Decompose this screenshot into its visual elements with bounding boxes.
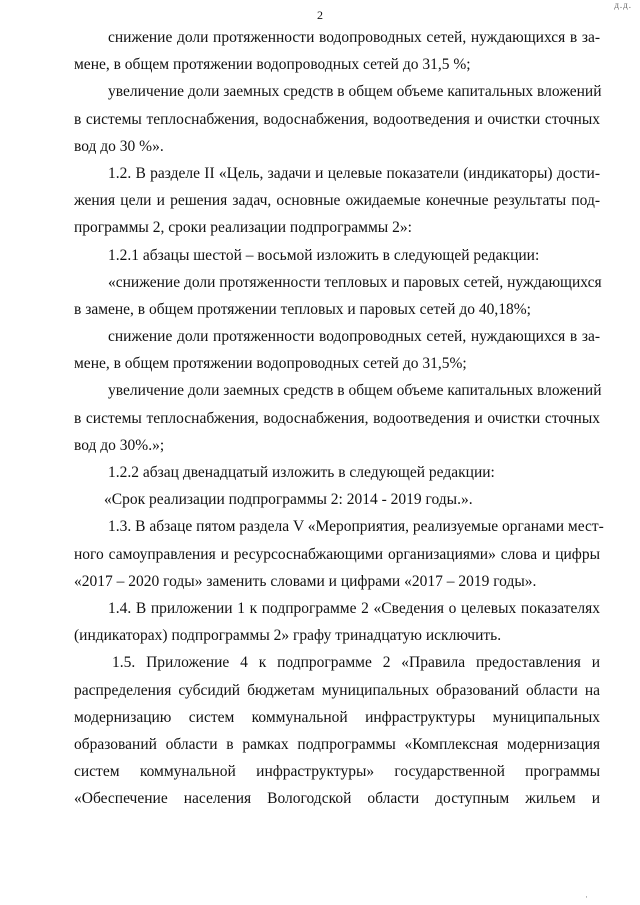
text-line: увеличение доли заемных средств в общем объеме капитальных вложений <box>108 382 602 400</box>
text-line: мене, в общем протяжении водопроводных сетей до 31,5 %; <box>74 56 471 74</box>
text-line: 1.5. Приложение 4 к подпрограмме 2 «Правила предоставления и <box>112 654 600 672</box>
text-line: распределения субсидий бюджетам муниципальных образований области на <box>74 681 600 699</box>
text-line: мене, в общем протяжении водопроводных сетей до 31,5%; <box>74 355 467 373</box>
text-line: в системы теплоснабжения, водоснабжения, водоотведения и очистки сточных <box>74 110 600 128</box>
text-line: «Обеспечение населения Вологодской области доступным жильем и <box>74 790 600 808</box>
paragraph <box>74 24 600 78</box>
paragraph <box>74 595 600 649</box>
paragraph <box>74 377 600 459</box>
document-body <box>74 24 604 812</box>
text-line: «2017 – 2020 годы» заменить словами и цифрами «2017 – 2019 годы». <box>74 572 537 590</box>
text-line: «Срок реализации подпрограммы 2: 2014 - 2019 годы.». <box>104 491 473 509</box>
text-line: 1.2. В разделе II «Цель, задачи и целевые показатели (индикаторы) дости- <box>108 164 600 182</box>
text-line: систем коммунальной инфраструктуры» государственной программы <box>74 763 600 781</box>
text-line: 1.2.2 абзац двенадцатый изложить в следующей редакции: <box>108 464 495 481</box>
paragraph <box>74 269 600 323</box>
text-line: снижение доли протяженности водопроводных сетей, нуждающихся в за- <box>108 29 600 46</box>
paragraph <box>74 513 604 595</box>
text-line: в системы теплоснабжения, водоснабжения, водоотведения и очистки сточных <box>74 409 600 427</box>
text-line: «снижение доли протяженности тепловых и паровых сетей, нуждающихся <box>108 273 602 291</box>
text-line: в замене, в общем протяжении тепловых и паровых сетей до 40,18%; <box>74 300 531 318</box>
paragraph <box>74 160 600 242</box>
scan-mark: · <box>585 892 588 902</box>
text-line: жения цели и решения задач, основные ожидаемые конечные результаты под- <box>74 192 600 210</box>
text-line: вод до 30%.»; <box>74 436 165 454</box>
text-line: модернизацию систем коммунальной инфраструктуры муниципальных <box>74 708 600 726</box>
text-line: 1.3. В абзаце пятом раздела V «Мероприятия, реализуемые органами мест- <box>108 518 604 536</box>
text-line: увеличение доли заемных средств в общем объеме капитальных вложений <box>108 83 602 101</box>
text-line: ного самоуправления и ресурсоснабжающими организациями» слова и цифры <box>74 545 600 563</box>
corner-mark: д.д. <box>614 0 632 10</box>
paragraph <box>74 486 600 513</box>
paragraph <box>74 649 600 812</box>
text-line: снижение доли протяженности водопроводных сетей, нуждающихся в за- <box>108 328 600 346</box>
text-line: образований области в рамках подпрограммы «Комплексная модернизация <box>74 735 600 753</box>
paragraph <box>74 323 600 377</box>
text-line: программы 2, сроки реализации подпрограммы 2»: <box>74 219 412 237</box>
text-line: вод до 30 %». <box>74 137 164 155</box>
text-line: (индикаторах) подпрограммы 2» графу тринадцатую исключить. <box>74 627 502 645</box>
page-number: 2 <box>317 8 323 22</box>
text-line: 1.4. В приложении 1 к подпрограмме 2 «Сведения о целевых показателях <box>108 599 600 617</box>
text-line: 1.2.1 абзацы шестой – восьмой изложить в следующей редакции: <box>108 246 540 264</box>
paragraph <box>74 242 600 269</box>
paragraph <box>74 459 600 486</box>
paragraph <box>74 78 600 160</box>
